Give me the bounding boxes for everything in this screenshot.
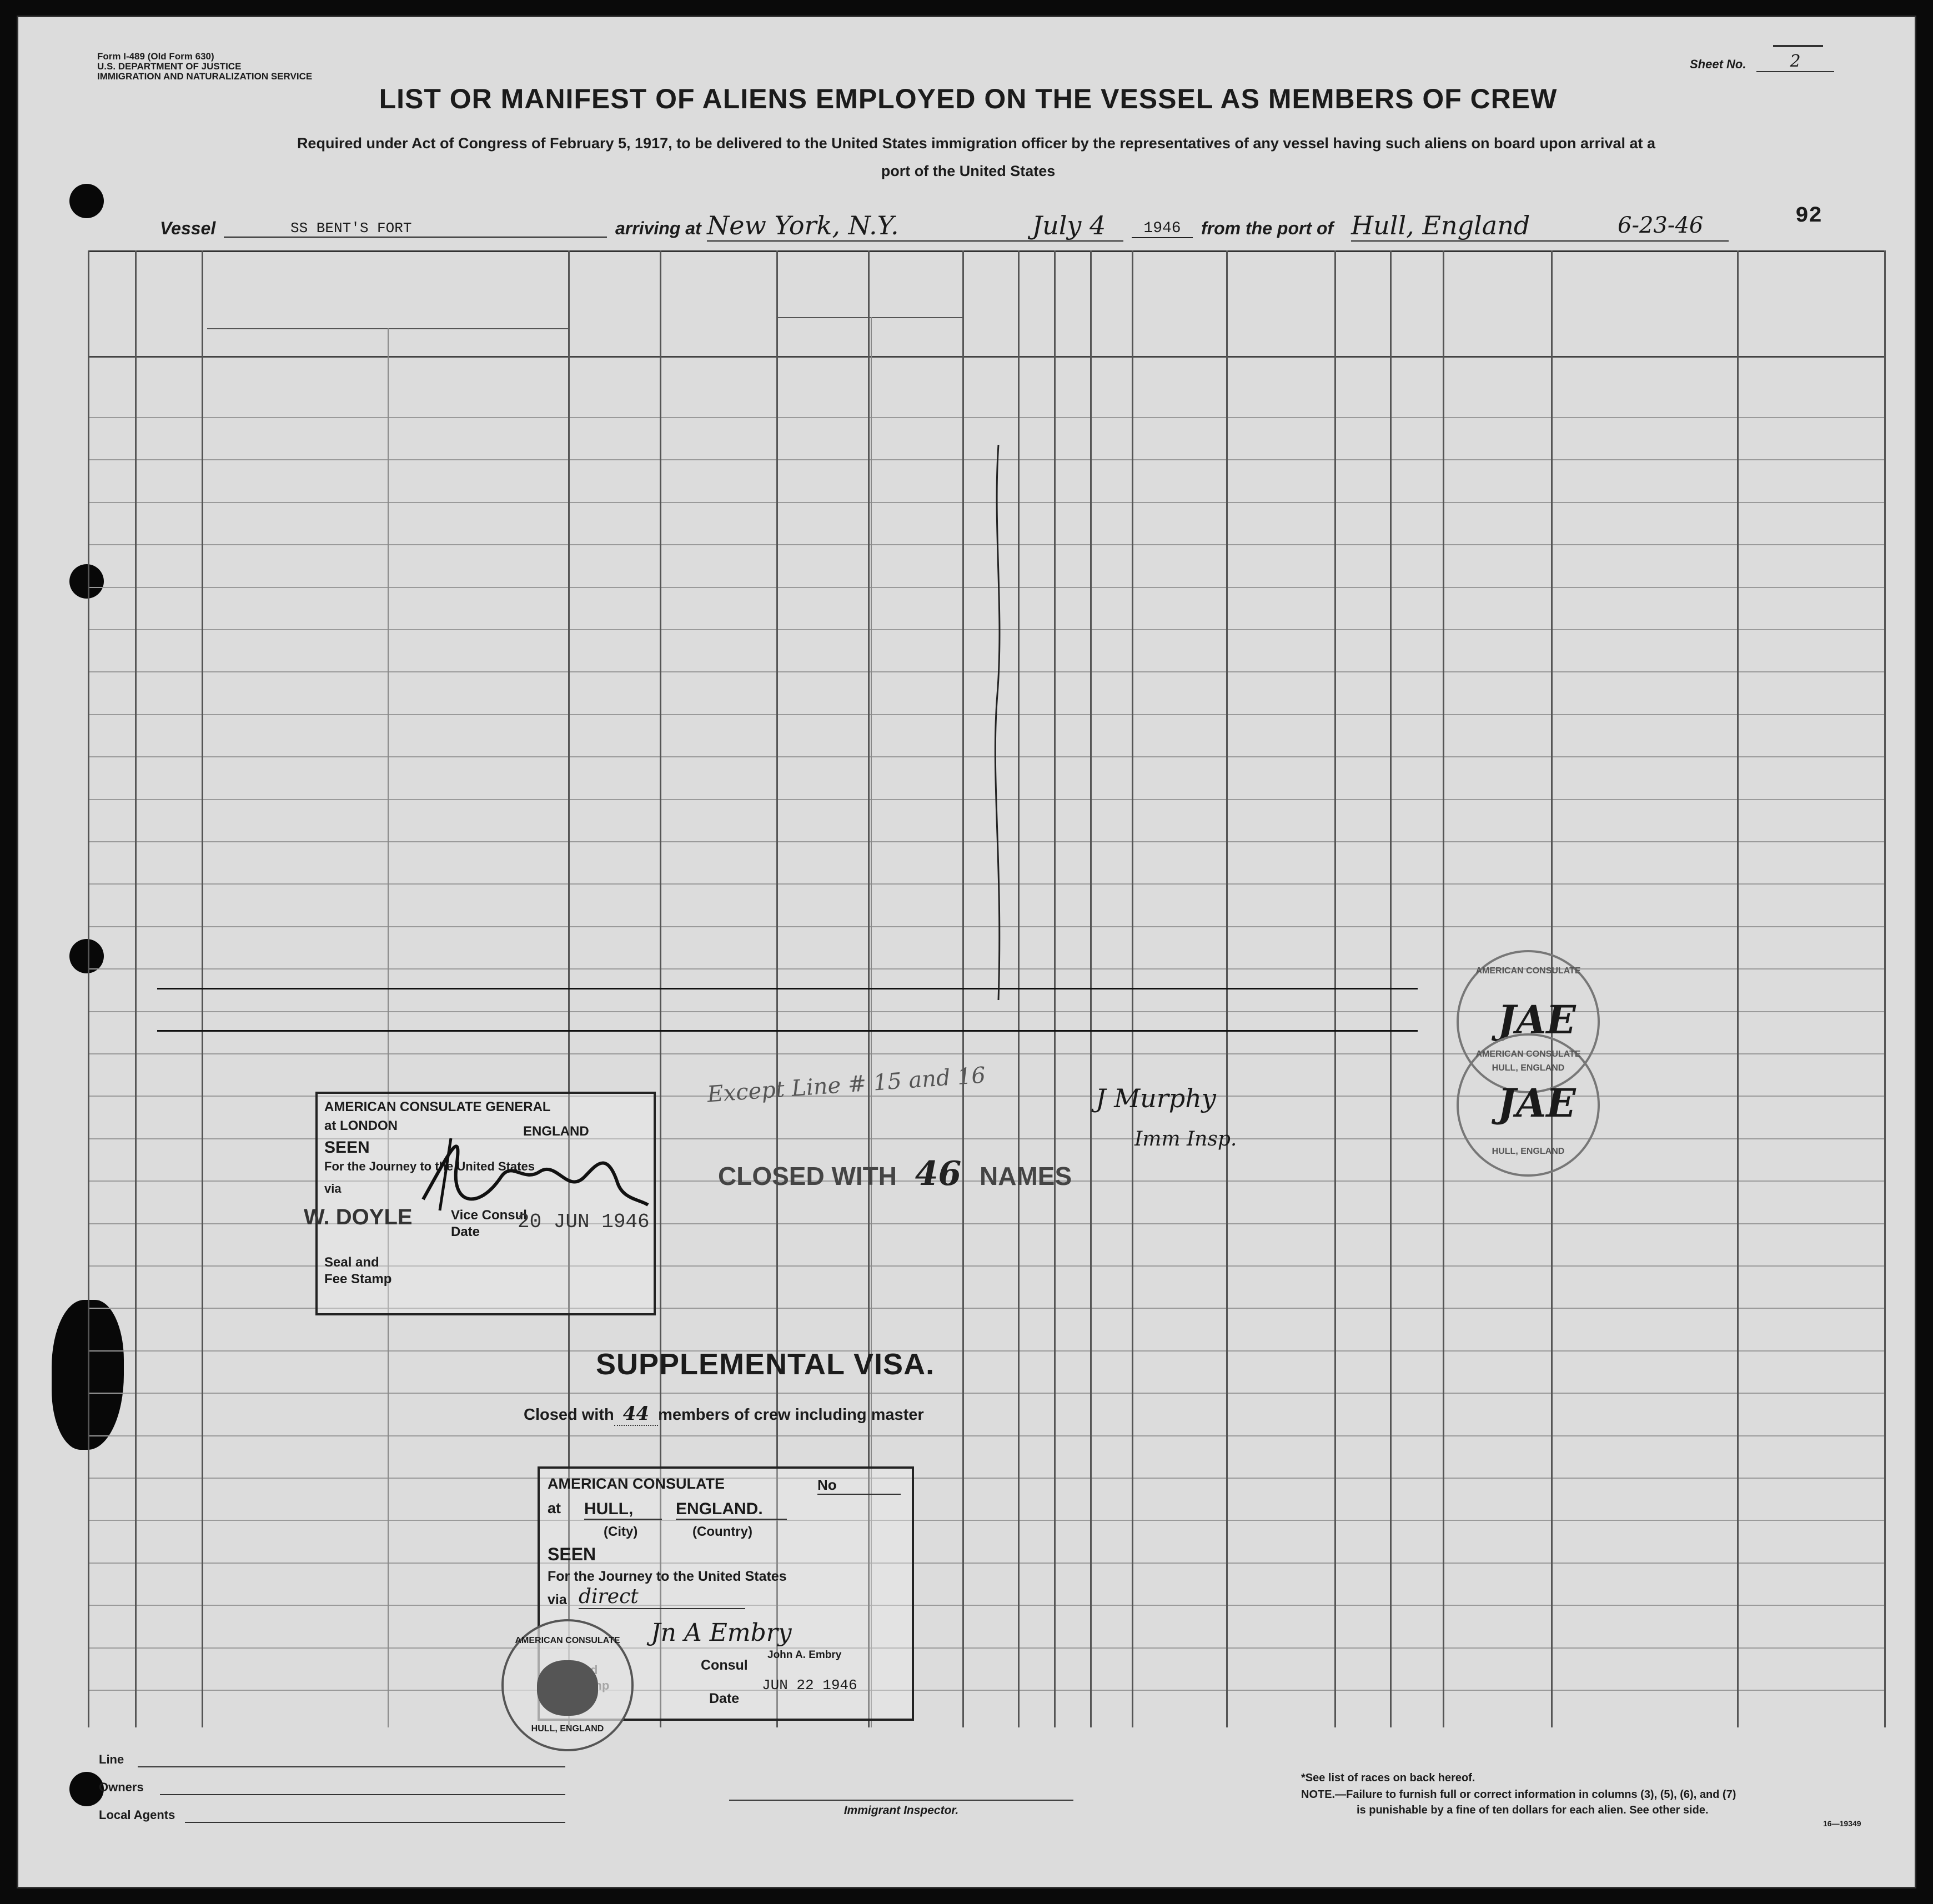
inspector-signature: J Murphy <box>1096 1083 1216 1113</box>
london-stamp-title: AMERICAN CONSULATE GENERAL <box>324 1099 551 1114</box>
ditto-vertical-mark <box>987 445 1010 1000</box>
table-row-rule <box>88 1350 1884 1352</box>
consulate-seal-1: AMERICAN CONSULATE HULL, ENGLAND JAE <box>1457 950 1600 1093</box>
table-row-rule <box>88 926 1884 927</box>
hull-stamp-date-label: Date <box>709 1691 740 1706</box>
form-subtitle-2: port of the United States <box>881 163 1056 179</box>
table-row-rule <box>88 968 1884 969</box>
hull-stamp-title: AMERICAN CONSULATE <box>548 1475 725 1492</box>
form-subtitle-1: Required under Act of Congress of February 5, 1917, to be delivered to the United States immigration officer by the representatives of any vessel having such aliens on board upon arrival at a <box>297 135 1656 152</box>
arrival-year: 1946 <box>1132 220 1193 238</box>
consulate-seal-2: AMERICAN CONSULATE HULL, ENGLAND JAE <box>1457 1033 1600 1177</box>
hull-stamp-city: HULL, <box>584 1500 662 1520</box>
sheet-number-label: Sheet No. <box>1690 57 1746 71</box>
supplemental-closed-line: Closed with 44 members of crew including master <box>524 1403 924 1425</box>
london-stamp-seen: SEEN <box>324 1138 370 1157</box>
hull-stamp-country-label: (Country) <box>692 1524 752 1539</box>
hull-stamp-at: at <box>548 1500 561 1516</box>
table-row-rule <box>88 417 1884 418</box>
form-title: LIST OR MANIFEST OF ALIENS EMPLOYED ON THE VESSEL AS MEMBERS OF CREW <box>379 83 1558 114</box>
hull-consul-signature: Jn A Embry <box>651 1619 792 1647</box>
table-row-rule <box>88 544 1884 545</box>
hull-stamp-via: via <box>548 1592 567 1607</box>
hand-date: 6-23-46 <box>1618 213 1704 238</box>
footer-agents-rule <box>185 1822 565 1823</box>
london-stamp-journey: For the Journey to the United States <box>324 1159 535 1173</box>
london-stamp-via: via <box>324 1182 342 1195</box>
table-column-rule <box>135 250 137 1727</box>
table-row-rule <box>88 629 1884 630</box>
london-stamp-officer: W. DOYLE <box>304 1205 413 1229</box>
shipped-subheader-rule <box>776 317 962 318</box>
footer-inspector-label: Immigrant Inspector. <box>844 1804 959 1817</box>
from-port-label: from the port of <box>1201 218 1334 238</box>
strike-through-line <box>157 1030 1418 1032</box>
table-row-rule <box>88 799 1884 800</box>
table-column-rule <box>1443 250 1444 1727</box>
table-row-rule <box>88 459 1884 460</box>
table-top-rule <box>88 250 1884 252</box>
table-row-rule <box>88 714 1884 715</box>
london-stamp-date: 20 JUN 1946 <box>518 1210 650 1233</box>
footer-code: 16—19349 <box>1823 1819 1861 1828</box>
table-header-rule <box>88 356 1884 358</box>
table-row-rule <box>88 1053 1884 1054</box>
inspector-rule <box>729 1800 1073 1801</box>
hull-stamp-via-value: direct <box>579 1585 745 1609</box>
footer-owners-rule <box>160 1794 565 1795</box>
arriving-at: New York, N.Y. July 4 <box>707 210 1123 242</box>
footer-owners-label: Owners <box>99 1780 144 1794</box>
footer-line-rule <box>138 1766 565 1767</box>
footer-agents-label: Local Agents <box>99 1808 175 1822</box>
table-row-rule <box>88 1520 1884 1521</box>
table-column-rule <box>88 250 89 1727</box>
table-column-rule <box>1737 250 1739 1727</box>
table-row-rule <box>88 1478 1884 1479</box>
table-column-rule <box>1884 250 1886 1727</box>
from-port: Hull, England <box>1351 210 1729 242</box>
inspector-title: Imm Insp. <box>1134 1128 1237 1151</box>
arrival-date: July 4 <box>1032 210 1106 240</box>
london-stamp-country: ENGLAND <box>523 1124 589 1139</box>
table-row-rule <box>88 1393 1884 1394</box>
footer-note-2: NOTE.—Failure to furnish full or correct information in columns (3), (5), (6), and (7) <box>1301 1789 1736 1801</box>
table-row-rule <box>88 1563 1884 1564</box>
name-split-rule <box>388 328 389 1727</box>
hull-stamp-country: ENGLAND. <box>676 1500 787 1520</box>
department: U.S. DEPARTMENT OF JUSTICE <box>97 61 242 72</box>
table-row-rule <box>88 1647 1884 1649</box>
arriving-label: arriving at <box>615 218 701 238</box>
sheet-number: 2 <box>1756 52 1834 72</box>
table-row-rule <box>88 883 1884 885</box>
vessel-label: Vessel <box>160 218 216 238</box>
footer-note-3: is punishable by a fine of ten dollars for each alien. See other side. <box>1357 1804 1709 1816</box>
supplemental-count: 44 <box>614 1403 658 1426</box>
footer-note-1: *See list of races on back hereof. <box>1301 1772 1475 1784</box>
closed-count: 46 <box>915 1154 962 1193</box>
london-consulate-stamp <box>304 1092 656 1315</box>
service: IMMIGRATION AND NATURALIZATION SERVICE <box>97 71 313 82</box>
london-stamp-city: at LONDON <box>324 1118 398 1133</box>
strike-through-line <box>157 988 1418 989</box>
table-row-rule <box>88 1690 1884 1691</box>
eagle-emblem-icon <box>537 1660 598 1716</box>
manifest-sheet <box>17 16 1916 1888</box>
except-lines-note: Except Line # 15 and 16 <box>706 1062 987 1108</box>
seal-initials: JAE <box>1498 997 1576 1043</box>
hull-stamp-consul-name: John A. Embry <box>767 1649 842 1661</box>
london-stamp-seal: Seal and <box>324 1255 379 1270</box>
footer-line-label: Line <box>99 1752 124 1766</box>
table-row-rule <box>88 841 1884 842</box>
hull-stamp-consul-label: Consul <box>701 1657 748 1673</box>
page-code: 92 <box>1795 204 1822 229</box>
table-row-rule <box>88 502 1884 503</box>
closed-with-stamp: CLOSED WITH 46 NAMES <box>718 1154 1072 1193</box>
london-consul-signature <box>418 1116 651 1222</box>
hull-consulate-seal: AMERICAN CONSULATE HULL, ENGLAND <box>501 1619 634 1751</box>
london-stamp-vice-consul: Vice Consul <box>451 1208 527 1223</box>
hull-stamp-date: JUN 22 1946 <box>762 1677 857 1694</box>
seal-initials: JAE <box>1498 1080 1576 1126</box>
london-stamp-date-label: Date <box>451 1224 480 1239</box>
table-row-rule <box>88 587 1884 588</box>
hull-stamp-seen: SEEN <box>548 1544 596 1564</box>
table-row-rule <box>88 756 1884 757</box>
hull-stamp-journey: For the Journey to the United States <box>548 1569 787 1584</box>
hull-stamp-city-label: (City) <box>604 1524 638 1539</box>
form-number: Form I-489 (Old Form 630) <box>97 51 214 62</box>
crew-table <box>18 17 1916 1888</box>
table-row-rule <box>88 1605 1884 1606</box>
supplemental-visa-title: SUPPLEMENTAL VISA. <box>596 1348 935 1381</box>
hull-stamp-no: No <box>817 1476 901 1495</box>
table-row-rule <box>88 1011 1884 1012</box>
table-row-rule <box>88 671 1884 672</box>
london-stamp-fee: Fee Stamp <box>324 1272 392 1287</box>
table-row-rule <box>88 1435 1884 1436</box>
vessel-name: SS BENT'S FORT <box>224 220 607 238</box>
